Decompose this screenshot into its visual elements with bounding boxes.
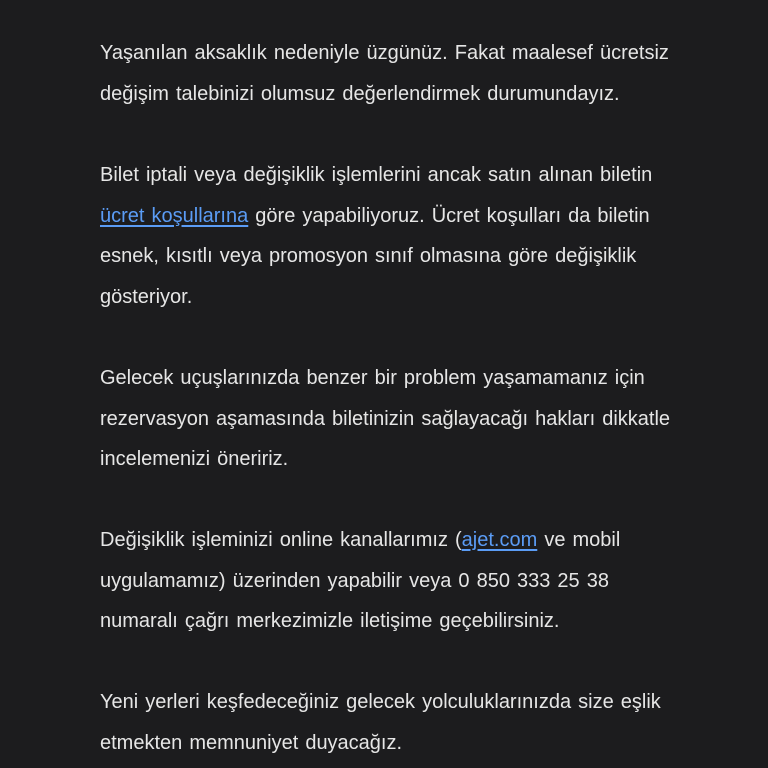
paragraph-line: esnek, kısıtlı veya promosyon sınıf olmasına göre değişiklik: [100, 245, 637, 267]
paragraph-line: Yeni yerleri keşfedeceğiniz gelecek yolculuklarınızda size eşlik: [100, 691, 661, 713]
paragraph-line: Yaşanılan aksaklık nedeniyle üzgünüz. Fakat maalesef ücretsiz: [100, 42, 669, 64]
paragraph-line: incelemenizi öneririz.: [100, 448, 289, 470]
paragraph-closing: [100, 682, 740, 763]
ajet-website-link[interactable]: ajet.com: [461, 529, 538, 551]
paragraph-line: Değişiklik işleminizi online kanallarımız (: [100, 529, 462, 551]
paragraph-line: uygulamamız) üzerinden yapabilir veya 0 850 333 25 38: [100, 569, 609, 592]
paragraph-apology: [100, 33, 740, 114]
fare-conditions-link[interactable]: ücret koşullarına: [100, 204, 249, 227]
paragraph-line: gösteriyor.: [100, 285, 193, 308]
paragraph-advice: [100, 358, 740, 480]
paragraph-line: numaralı çağrı merkezimizle iletişime geçebilirsiniz.: [100, 610, 560, 632]
paragraph-contact: [100, 520, 740, 642]
paragraph-line: Gelecek uçuşlarınızda benzer bir problem yaşamamanız için: [100, 367, 645, 389]
paragraph-line: ve mobil: [537, 529, 621, 551]
paragraph-line: Bilet iptali veya değişiklik işlemlerini ancak satın alınan biletin: [100, 164, 653, 186]
paragraph-fare-rules: [100, 155, 740, 317]
paragraph-line: göre yapabiliyoruz. Ücret koşulları da biletin: [248, 204, 650, 227]
paragraph-line: değişim talebinizi olumsuz değerlendirmek durumundayız.: [100, 82, 620, 105]
paragraph-line: rezervasyon aşamasında biletinizin sağlayacağı hakları dikkatle: [100, 407, 671, 430]
paragraph-line: etmekten memnuniyet duyacağız.: [100, 731, 403, 754]
